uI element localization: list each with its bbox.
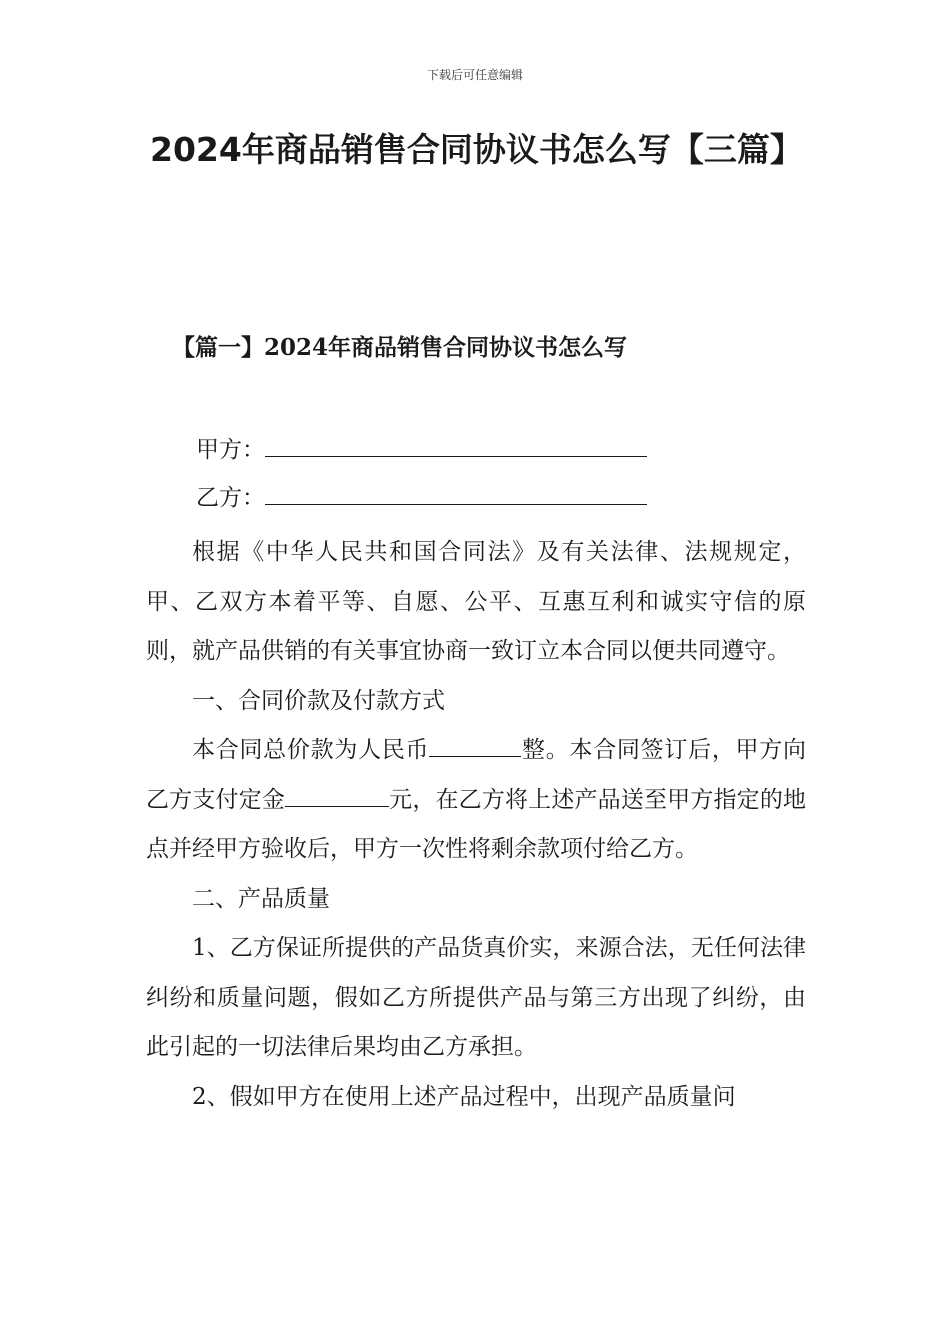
document-title: 2024年商品销售合同协议书怎么写【三篇】 — [150, 130, 803, 169]
clause2-item2: 2、假如甲方在使用上述产品过程中，出现产品质量问 — [192, 1083, 736, 1110]
section-heading: 【篇一】2024年商品销售合同协议书怎么写 — [172, 334, 628, 361]
party-b-line — [196, 480, 647, 516]
party-a-blank — [265, 434, 647, 457]
clause1-text-1: 本合同总价款为人民币 — [192, 737, 430, 763]
clause1-paragraph — [146, 726, 806, 875]
clause1-text-3: 元，在乙方将上述产品送至甲方指定的地点并经甲方验收后，甲方一次性将剩余款项付给乙方。 — [146, 786, 807, 862]
header-note: 下载后可任意编辑 — [426, 68, 523, 82]
clause1-text-2: 整。本合同签订后，甲方向乙方支付定金 — [146, 737, 807, 813]
party-b-label: 乙方： — [196, 485, 265, 511]
clause2-item1: 1、乙方保证所提供的产品货真价实，来源合法，无任何法律纠纷和质量问题，假如乙方所提供产品与第三方出现了纠纷，由此引起的一切法律后果均由乙方承担。 — [146, 935, 806, 1060]
party-a-label: 甲方： — [196, 437, 265, 463]
clause1-heading: 一、合同价款及付款方式 — [192, 687, 445, 714]
party-a-line — [196, 432, 647, 468]
total-price-blank — [429, 736, 521, 757]
party-b-blank — [265, 482, 647, 505]
contract-body — [146, 528, 806, 1122]
clause2-heading: 二、产品质量 — [192, 885, 330, 912]
deposit-blank — [285, 786, 389, 807]
intro-paragraph: 根据《中华人民共和国合同法》及有关法律、法规规定，甲、乙双方本着平等、自愿、公平、互惠互利和诚实守信的原则，就产品供销的有关事宜协商一致订立本合同以便共同遵守。 — [146, 539, 806, 664]
